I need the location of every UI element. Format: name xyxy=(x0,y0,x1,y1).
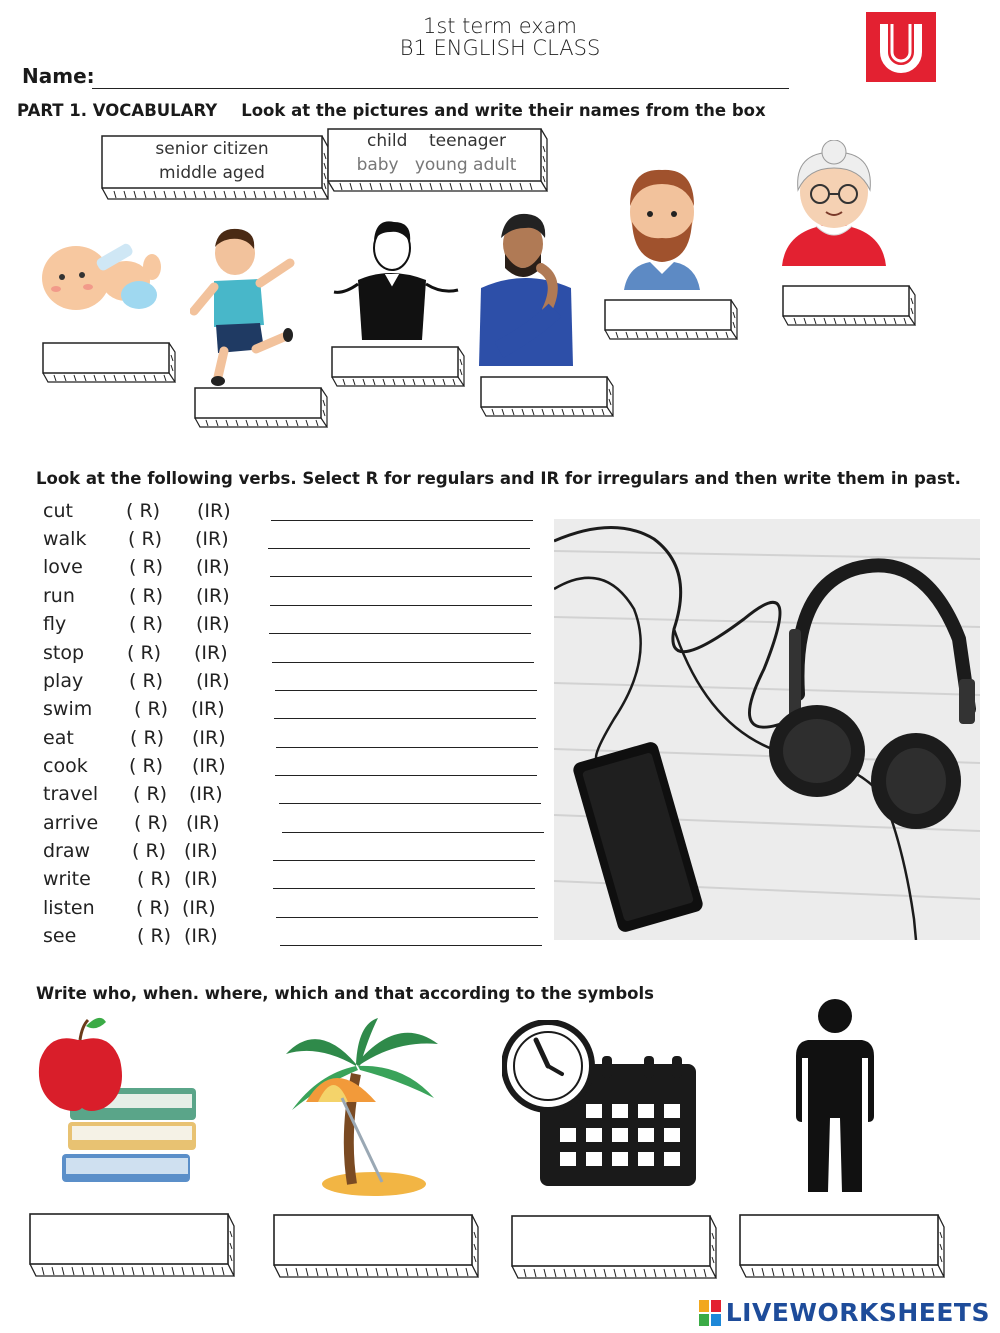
part1-heading-bold: PART 1. VOCABULARY xyxy=(17,101,218,120)
shrugging-teenager-icon xyxy=(330,218,462,344)
irregular-option[interactable]: (IR) xyxy=(194,642,228,664)
clock-calendar-icon xyxy=(502,1020,702,1190)
irregular-option[interactable]: (IR) xyxy=(195,528,229,550)
regular-option[interactable]: ( R) xyxy=(129,755,164,777)
word-senior-citizen: senior citizen xyxy=(155,139,269,159)
regular-option[interactable]: ( R) xyxy=(126,500,161,522)
liveworksheets-brand[interactable]: LIVEWORKSHEETS xyxy=(725,1298,990,1327)
irregular-option[interactable]: (IR) xyxy=(186,812,220,834)
verb-item: play xyxy=(43,670,84,692)
verb-item: travel xyxy=(43,783,99,805)
regular-option[interactable]: ( R) xyxy=(134,698,169,720)
thinking-young-adult-icon xyxy=(475,210,581,366)
verb-item: love xyxy=(43,556,83,578)
word-teenager: teenager xyxy=(428,131,506,151)
answer-box-where[interactable] xyxy=(272,1212,484,1282)
regular-option[interactable]: ( R) xyxy=(130,727,165,749)
verb-item: cook xyxy=(43,755,88,777)
running-child-icon xyxy=(190,225,300,390)
answer-box-who[interactable] xyxy=(738,1212,950,1282)
irregular-option[interactable]: (IR) xyxy=(184,840,218,862)
irregular-option[interactable]: (IR) xyxy=(189,783,223,805)
liveworksheets-logo-icon xyxy=(699,1300,721,1326)
word-middle-aged: middle aged xyxy=(159,163,265,183)
name-label: Name: xyxy=(22,64,95,88)
regular-option[interactable]: ( R) xyxy=(137,925,172,947)
u-logo-icon xyxy=(866,12,936,82)
part1-instructions: Look at the pictures and write their names from the box xyxy=(241,101,766,120)
past-tense-answer-line[interactable] xyxy=(279,803,541,804)
irregular-option[interactable]: (IR) xyxy=(196,556,230,578)
word-box-right-text xyxy=(330,129,543,177)
answer-box-which[interactable] xyxy=(28,1211,240,1281)
irregular-option[interactable]: (IR) xyxy=(192,727,226,749)
verb-item: cut xyxy=(43,500,73,522)
regular-option[interactable]: ( R) xyxy=(128,528,163,550)
verb-item: stop xyxy=(43,642,85,664)
past-tense-answer-line[interactable] xyxy=(270,605,532,606)
regular-option[interactable]: ( R) xyxy=(129,585,164,607)
verbs-instructions: Look at the following verbs. Select R for regulars and IR for irregulars and then write them in past. xyxy=(36,469,961,488)
past-tense-answer-line[interactable] xyxy=(270,576,532,577)
answer-box-senior-citizen[interactable] xyxy=(782,284,919,328)
regular-option[interactable]: ( R) xyxy=(136,897,171,919)
answer-box-child[interactable] xyxy=(194,386,331,430)
irregular-option[interactable]: (IR) xyxy=(184,925,218,947)
answer-box-middle-aged[interactable] xyxy=(604,298,741,342)
grandmother-icon xyxy=(776,140,892,270)
answer-box-when[interactable] xyxy=(510,1213,722,1283)
class-subtitle: B1 ENGLISH CLASS xyxy=(399,36,601,60)
past-tense-answer-line[interactable] xyxy=(276,747,538,748)
name-field[interactable] xyxy=(92,88,789,89)
regular-option[interactable]: ( R) xyxy=(129,670,164,692)
palm-tree-beach-icon xyxy=(278,1014,448,1198)
verb-item: fly xyxy=(43,613,67,635)
irregular-option[interactable]: (IR) xyxy=(192,755,226,777)
verb-item: see xyxy=(43,925,77,947)
past-tense-answer-line[interactable] xyxy=(273,860,535,861)
past-tense-answer-line[interactable] xyxy=(280,945,542,946)
past-tense-answer-line[interactable] xyxy=(271,520,533,521)
regular-option[interactable]: ( R) xyxy=(133,783,168,805)
irregular-option[interactable]: (IR) xyxy=(196,670,230,692)
past-tense-answer-line[interactable] xyxy=(274,718,536,719)
verb-item: swim xyxy=(43,698,93,720)
verb-item: walk xyxy=(43,528,87,550)
verb-item: run xyxy=(43,585,75,607)
past-tense-answer-line[interactable] xyxy=(275,690,537,691)
past-tense-answer-line[interactable] xyxy=(272,662,534,663)
regular-option[interactable]: ( R) xyxy=(127,642,162,664)
verb-item: arrive xyxy=(43,812,99,834)
bearded-middle-aged-man-icon xyxy=(620,166,704,290)
irregular-option[interactable]: (IR) xyxy=(196,613,230,635)
regular-option[interactable]: ( R) xyxy=(129,556,164,578)
verb-item: write xyxy=(43,868,91,890)
apple-books-icon xyxy=(30,1014,200,1192)
word-box-left-text xyxy=(102,137,322,185)
person-silhouette-icon xyxy=(790,996,880,1196)
past-tense-answer-line[interactable] xyxy=(268,548,530,549)
exam-title: 1st term exam xyxy=(422,14,578,38)
baby-icon xyxy=(34,233,164,315)
past-tense-answer-line[interactable] xyxy=(276,917,538,918)
past-tense-answer-line[interactable] xyxy=(269,633,531,634)
irregular-option[interactable]: (IR) xyxy=(184,868,218,890)
relative-pronouns-instructions: Write who, when. where, which and that according to the symbols xyxy=(36,984,654,1003)
verb-item: listen xyxy=(43,897,95,919)
answer-box-teenager[interactable] xyxy=(331,345,468,389)
regular-option[interactable]: ( R) xyxy=(134,812,169,834)
past-tense-answer-line[interactable] xyxy=(275,775,537,776)
word-child: child xyxy=(367,131,408,151)
past-tense-answer-line[interactable] xyxy=(282,832,544,833)
irregular-option[interactable]: (IR) xyxy=(182,897,216,919)
answer-box-young-adult[interactable] xyxy=(480,375,617,419)
regular-option[interactable]: ( R) xyxy=(137,868,172,890)
verb-item: eat xyxy=(43,727,74,749)
word-baby: baby xyxy=(356,155,399,175)
irregular-option[interactable]: (IR) xyxy=(196,585,230,607)
headphones-phone-photo xyxy=(554,519,980,940)
regular-option[interactable]: ( R) xyxy=(132,840,167,862)
irregular-option[interactable]: (IR) xyxy=(191,698,225,720)
regular-option[interactable]: ( R) xyxy=(129,613,164,635)
part1-heading xyxy=(17,101,766,120)
verb-item: draw xyxy=(43,840,91,862)
irregular-option[interactable]: (IR) xyxy=(197,500,231,522)
past-tense-answer-line[interactable] xyxy=(273,888,535,889)
answer-box-baby[interactable] xyxy=(42,341,179,385)
word-young-adult: young adult xyxy=(414,155,517,175)
